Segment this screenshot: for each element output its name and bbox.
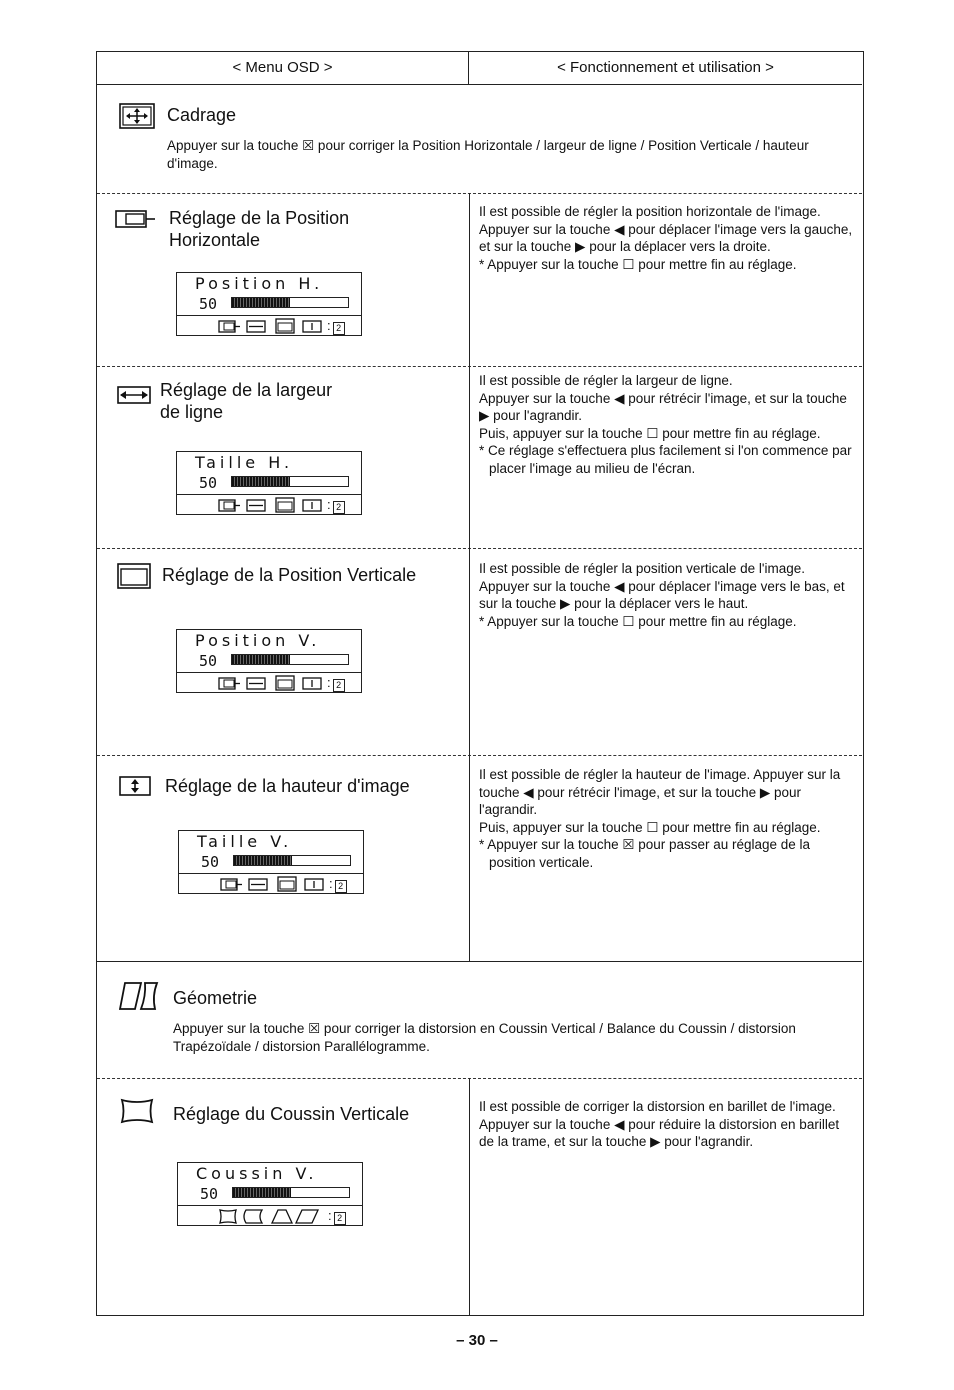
osd-key-label: : 2 <box>327 496 347 514</box>
osd-value: 50 <box>199 295 218 313</box>
header-menu-osd: < Menu OSD > <box>97 52 469 85</box>
text-line: Appuyer sur la touche ◀ pour déplacer l'image vers la gauche, et sur la touche ▶ pour la déplacer vers la droite. <box>479 221 853 254</box>
taille-v-icon <box>119 776 151 796</box>
osd-level-fill <box>232 477 290 486</box>
section-1-title-line1: Réglage de la Position <box>169 208 350 228</box>
page-frame <box>96 51 864 1316</box>
key-2-icon: 2 <box>333 501 345 514</box>
osd-level-bar <box>231 654 349 665</box>
osd-position-v <box>176 629 362 693</box>
mini-taille-h-icon <box>247 678 265 689</box>
coussin-title: Réglage du Coussin Verticale <box>173 1104 410 1124</box>
mini-position-h-icon <box>219 678 240 689</box>
mini-position-h-icon <box>219 321 240 332</box>
taille-h-icon <box>117 386 151 404</box>
osd-value: 50 <box>201 853 220 871</box>
osd-key-label: : 2 <box>328 1207 348 1225</box>
osd-icon-row <box>219 875 359 893</box>
osd-key-label: : 2 <box>327 674 347 692</box>
section-3-text <box>479 560 855 630</box>
osd-key-label: : 2 <box>327 317 347 335</box>
key-2-icon: 2 <box>334 1212 346 1225</box>
section-3-title: Réglage de la Position Verticale <box>162 565 417 585</box>
text-line: Appuyer sur la touche ◀ pour déplacer l'image vers le bas, et sur la touche ▶ pour la déplacer vers le haut. <box>479 578 845 611</box>
mini-taille-h-icon <box>247 321 265 332</box>
text-line: * Appuyer sur la touche ☐ pour mettre fin au réglage. <box>479 613 797 629</box>
osd-value: 50 <box>199 652 218 670</box>
key-2-icon: 2 <box>335 880 347 893</box>
text-line: * Appuyer sur la touche ☒ pour passer au réglage de la position verticale. <box>479 837 811 870</box>
osd-taille-h <box>176 451 362 515</box>
osd-level-bar <box>231 476 349 487</box>
header-fonctionnement: < Fonctionnement et utilisation > <box>469 52 862 85</box>
osd-icon-row <box>217 674 357 692</box>
mini-position-v-icon <box>276 498 294 512</box>
mini-parallelogram-icon <box>296 1210 318 1223</box>
position-v-icon <box>117 563 151 589</box>
osd-coussin-v <box>177 1162 363 1226</box>
text-line: Il est possible de régler la largeur de ligne. <box>479 373 733 388</box>
text-line: Il est possible de corriger la distorsion en barillet de l'image. <box>479 1099 836 1114</box>
osd-level-fill <box>234 856 292 865</box>
osd-level-bar <box>233 855 351 866</box>
osd-icon-row <box>217 317 357 335</box>
mini-coussin-icon <box>220 1210 236 1223</box>
key-2-icon: 2 <box>333 679 345 692</box>
geometrie-description: Appuyer sur la touche ☒ pour corriger la distorsion en Coussin Vertical / Balance du Coussin / distorsion Trapézoïdale / distorsion Parallélogramme. <box>173 1021 796 1054</box>
text-line: Appuyer sur la touche ◀ pour réduire la distorsion en barillet de la trame, et sur la touche ▶ pour l'agrandir. <box>479 1116 840 1149</box>
section-1-text <box>479 203 855 273</box>
mini-taille-h-icon <box>249 879 267 890</box>
osd-level-bar <box>231 297 349 308</box>
key-2-icon: 2 <box>333 322 345 335</box>
page-number: – 30 – <box>456 1332 498 1349</box>
mini-position-v-icon <box>276 319 294 333</box>
mini-taille-v-icon <box>303 321 321 332</box>
text-line: * Appuyer sur la touche ☐ pour mettre fin au réglage. <box>479 256 797 272</box>
mini-position-v-icon <box>278 877 296 891</box>
coussin-text <box>479 1098 855 1151</box>
osd-key-label: : 2 <box>329 875 349 893</box>
osd-position-h <box>176 272 362 336</box>
osd-taille-v <box>178 830 364 894</box>
mini-position-h-icon <box>219 500 240 511</box>
mini-taille-v-icon <box>303 500 321 511</box>
mini-position-v-icon <box>276 676 294 690</box>
osd-label: Coussin V. <box>196 1164 318 1183</box>
position-h-icon <box>115 209 157 229</box>
osd-value: 50 <box>200 1185 219 1203</box>
mini-balance-icon <box>244 1210 262 1223</box>
text-line: Il est possible de régler la position horizontale de l'image. <box>479 204 821 219</box>
osd-level-bar <box>232 1187 350 1198</box>
osd-level-fill <box>233 1188 291 1197</box>
osd-icon-row <box>217 496 357 514</box>
section-4-text <box>479 766 855 871</box>
osd-label: Position V. <box>195 631 321 650</box>
cadrage-title: Cadrage <box>167 105 237 125</box>
text-line: Il est possible de régler la position verticale de l'image. <box>479 561 805 576</box>
geometrie-title: Géometrie <box>173 988 258 1008</box>
cadrage-icon <box>119 103 155 129</box>
osd-label: Taille H. <box>195 453 294 472</box>
section-2-title-line2: de ligne <box>160 402 224 422</box>
mini-position-h-icon <box>221 879 242 890</box>
osd-label: Position H. <box>195 274 324 293</box>
text-line: Il est possible de régler la hauteur de l'image. Appuyer sur la touche ◀ pour rétrécir l'image, et sur la touche ▶ pour l'agrandir. <box>479 767 841 817</box>
section-2-title-line1: Réglage de la largeur <box>160 380 333 400</box>
osd-value: 50 <box>199 474 218 492</box>
geometrie-icon <box>119 981 159 1011</box>
osd-label: Taille V. <box>197 832 293 851</box>
section-4-title: Réglage de la hauteur d'image <box>165 776 410 796</box>
mini-trapeze-icon <box>272 1210 292 1223</box>
mini-taille-h-icon <box>247 500 265 511</box>
mini-taille-v-icon <box>303 678 321 689</box>
text-line: Puis, appuyer sur la touche ☐ pour mettre fin au réglage. <box>479 819 821 835</box>
section-2-text <box>479 372 855 477</box>
section-1-title-line2: Horizontale <box>169 230 261 250</box>
text-line: Puis, appuyer sur la touche ☐ pour mettre fin au réglage. <box>479 425 821 441</box>
osd-icon-row <box>218 1207 358 1225</box>
cadrage-description: Appuyer sur la touche ☒ pour corriger la Position Horizontale / largeur de ligne / Position Verticale / hauteur d'image. <box>167 138 809 171</box>
osd-level-fill <box>232 655 290 664</box>
coussin-v-icon <box>119 1098 155 1124</box>
osd-level-fill <box>232 298 290 307</box>
mini-taille-v-icon <box>305 879 323 890</box>
text-line: * Ce réglage s'effectuera plus facilement si l'on commence par placer l'image au milieu de l'écran. <box>479 443 852 476</box>
text-line: Appuyer sur la touche ◀ pour rétrécir l'image, et sur la touche ▶ pour l'agrandir. <box>479 390 847 423</box>
